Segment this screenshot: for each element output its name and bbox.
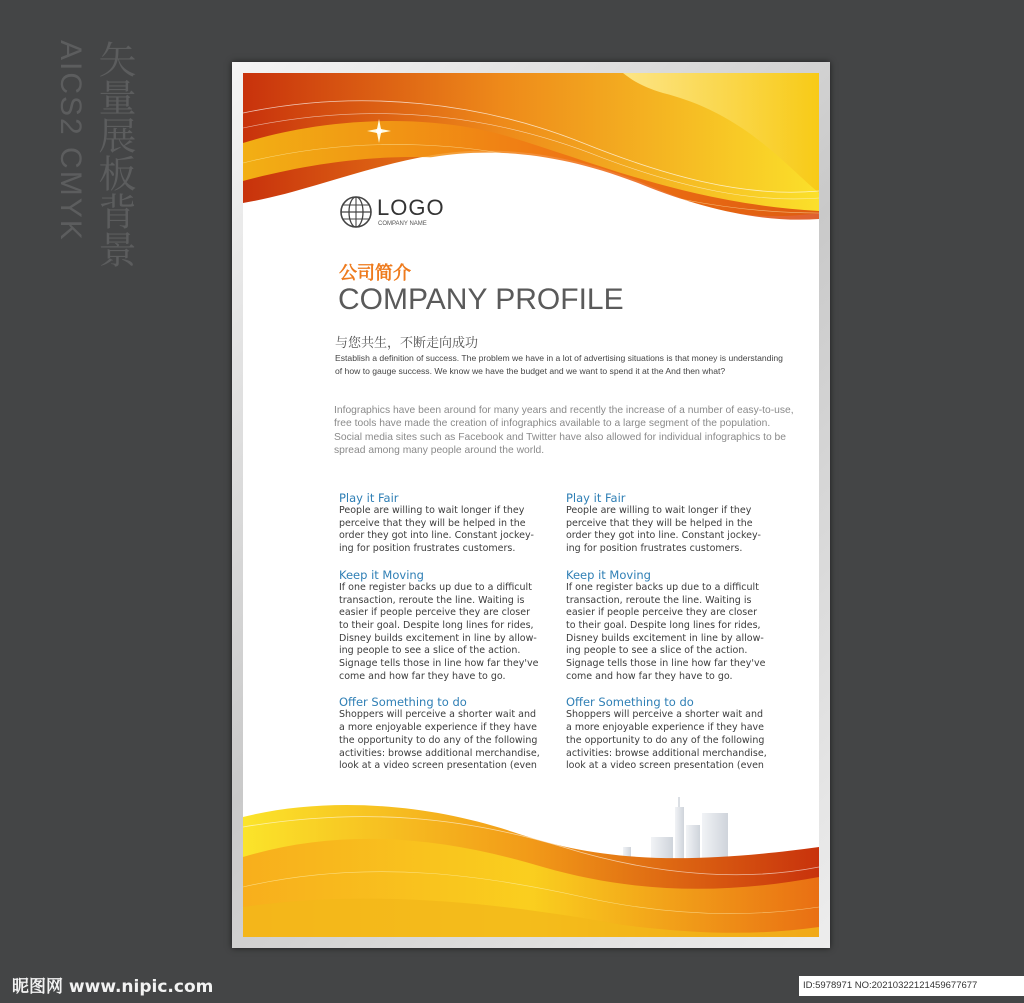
side-label-chinese: 矢量展板背景 bbox=[92, 40, 136, 268]
section-body: Shoppers will perceive a shorter wait and a more enjoyable experience if they have the opportunity to do any of the following activities: browse additional merchandise, look at a video screen presentation (even bbox=[566, 709, 767, 772]
side-label bbox=[52, 40, 136, 270]
description-paragraph: Infographics have been around for many years and recently the increase of a number of easy-to-use, free tools have made the creation of infographics available to a large segment of the population. Social media sites such as Facebook and Twitter have also allowed for individual infographics to be spread among many people around the world. bbox=[334, 405, 794, 457]
poster bbox=[243, 73, 819, 937]
logo-subtext: COMPANY NAME bbox=[378, 221, 427, 227]
bottom-wave-decoration bbox=[243, 797, 819, 937]
section-title: Play it Fair bbox=[566, 491, 626, 505]
chinese-title: 公司简介 bbox=[339, 263, 411, 284]
section-body: People are willing to wait longer if they perceive that they will be helped in the order they got into line. Constant jockey- ing for position frustrates customers. bbox=[566, 505, 761, 555]
logo-text: LOGO bbox=[377, 195, 445, 220]
section-title: Play it Fair bbox=[339, 491, 399, 505]
watermark-id: ID:5978971 NO:20210322121459677677 bbox=[799, 976, 1024, 996]
section-title: Keep it Moving bbox=[566, 567, 651, 582]
section-body: If one register backs up due to a difficult transaction, reroute the line. Waiting is easier if people perceive they are closer to their goal. Despite long lines for rides, Disney builds excitement in line by allow- ing people to see a slice of the action. Signage tells those in line how far they've come and how far they have to go. bbox=[339, 581, 539, 682]
top-wave-decoration bbox=[243, 73, 819, 233]
section-title: Offer Something to do bbox=[566, 695, 694, 710]
right-column bbox=[566, 491, 776, 785]
slogan: 与您共生，不断走向成功 bbox=[335, 336, 479, 351]
section-title: Offer Something to do bbox=[339, 695, 467, 710]
section-title: Keep it Moving bbox=[339, 567, 424, 582]
section-body: People are willing to wait longer if they perceive that they will be helped in the order they got into line. Constant jockey- ing for position frustrates customers. bbox=[339, 505, 534, 555]
left-column bbox=[339, 491, 549, 785]
page-title: COMPANY PROFILE bbox=[338, 283, 624, 316]
section-body: Shoppers will perceive a shorter wait and a more enjoyable experience if they have the opportunity to do any of the following activities: browse additional merchandise, look at a video screen presentation (even bbox=[339, 709, 540, 772]
watermark-site: 昵图网 www.nipic.com bbox=[12, 977, 214, 997]
intro-text: Establish a definition of success. The problem we have in a lot of advertising situations is that money is understanding of how to gauge success. We know we have the budget and we want to spend it at the And then what? bbox=[335, 353, 783, 376]
side-label-english: AICS2 CMYK bbox=[54, 40, 87, 242]
company-logo bbox=[339, 193, 469, 233]
section-body: If one register backs up due to a difficult transaction, reroute the line. Waiting is easier if people perceive they are closer to their goal. Despite long lines for rides, Disney builds excitement in line by allow- ing people to see a slice of the action. Signage tells those in line how far they've come and how far they have to go. bbox=[566, 581, 766, 682]
globe-icon bbox=[339, 195, 373, 229]
